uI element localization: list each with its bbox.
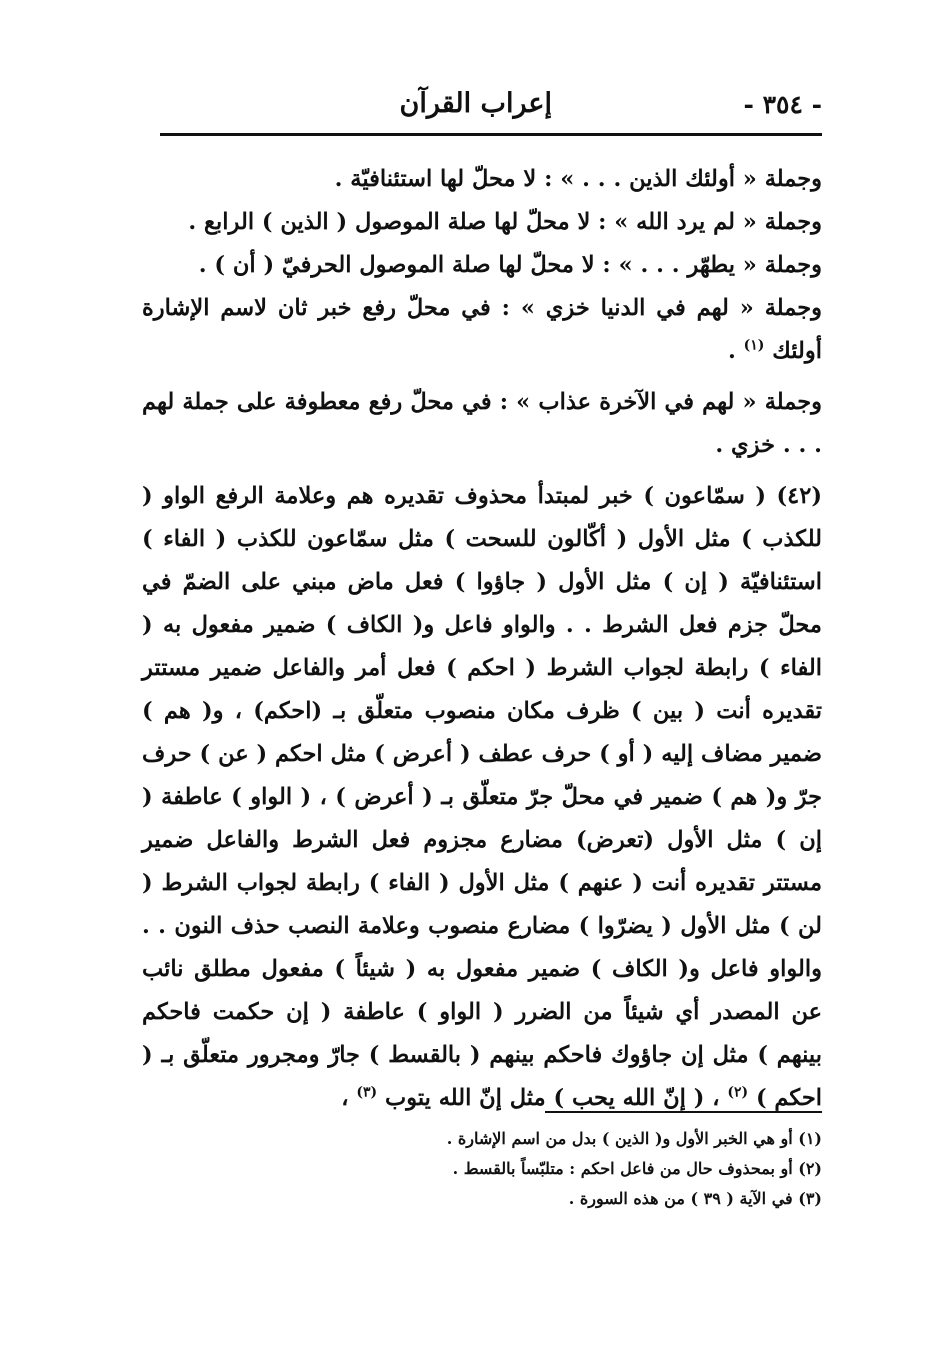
footnote-3: (٣) في الآية ( ٣٩ ) من هذه السورة . (568, 1189, 822, 1208)
footnote-2: (٢) أو بمحذوف حال من فاعل احكم : متلبّساً بالقسط . (452, 1159, 822, 1178)
paragraph-6-end: ، (341, 1085, 349, 1111)
paragraph-3: وجملة « يطهّر . . . » : لا محلّ لها صلة الموصول الحرفيّ ( أن ) . (198, 252, 822, 278)
paragraph-6 (142, 475, 822, 1120)
footnotes (300, 1124, 822, 1214)
paragraph-4 (142, 287, 822, 373)
paragraph-6-mid: ، ( إنّ الله يحب ) مثل إنّ الله يتوب (385, 1085, 720, 1111)
footnote-1: (١) أو هي الخبر الأول و( الذين ) بدل من اسم الإشارة . (446, 1129, 822, 1148)
paragraph-5: وجملة « لهم في الآخرة عذاب » : في محلّ رفع معطوفة على جملة لهم . . . خزي . (142, 389, 822, 458)
paragraph-4-text: وجملة « لهم في الدنيا خزي » : في محلّ رفع خبر ثان لاسم الإشارة أولئك (142, 295, 822, 364)
header-rule (160, 133, 822, 136)
main-text (142, 158, 822, 1120)
footnote-ref-1: (١) (743, 337, 765, 354)
footnote-ref-2: (٢) (727, 1084, 749, 1101)
paragraph-2: وجملة « لم يرد الله » : لا محلّ لها صلة الموصول ( الذين ) الرابع . (188, 209, 822, 235)
book-title: إعراب القرآن (399, 88, 552, 119)
paragraph-6-text: (٤٢) ( سمّاعون ) خبر لمبتدأ محذوف تقديره هم وعلامة الرفع الواو ( للكذب ) مثل الأول ( أكّالون للسحت ) مثل سمّاعون للكذب ( الفاء ) استئنافيّة ( إن ) مثل الأول ( جاؤوا ) فعل ماض مبني على الضمّ في محلّ جزم فعل الشرط . . والواو فاعل و( الكاف ) ضمير مفعول به ( الفاء ) رابطة لجواب الشرط ( احكم ) فعل أمر والفاعل ضمير مستتر تقديره أنت ( بين ) ظرف مكان منصوب متعلّق بـ (احكم) ، و( هم ) ضمير مضاف إليه ( أو ) حرف عطف ( أعرض ) مثل احكم ( عن ) حرف جرّ و( هم ) ضمير في محلّ جرّ متعلّق بـ ( أعرض ) ، ( الواو ) عاطفة ( إن ) مثل الأول (تعرض) مضارع مجزوم فعل الشرط والفاعل ضمير مستتر تقديره أنت ( عنهم ) مثل الأول ( الفاء ) رابطة لجواب الشرط ( لن ) مثل الأول ( يضرّوا ) مضارع منصوب وعلامة النصب حذف النون . . والواو فاعل و( الكاف ) ضمير مفعول به ( شيئاً ) مفعول مطلق نائب عن المصدر أي شيئاً من الضرر ( الواو ) عاطفة ( إن حكمت فاحكم بينهم ) مثل إن جاؤوك فاحكم بينهم ( بالقسط ) جارّ ومجرور متعلّق بـ ( احكم ) (142, 483, 822, 1111)
footnote-rule (545, 1111, 822, 1113)
footnote-ref-3: (٣) (356, 1084, 378, 1101)
page-number: - ٣٥٤ - (743, 90, 822, 119)
page-header (160, 86, 822, 128)
paragraph-4-end: . (727, 338, 736, 364)
paragraph-1: وجملة « أولئك الذين . . . » : لا محلّ لها استئنافيّة . (334, 166, 822, 192)
